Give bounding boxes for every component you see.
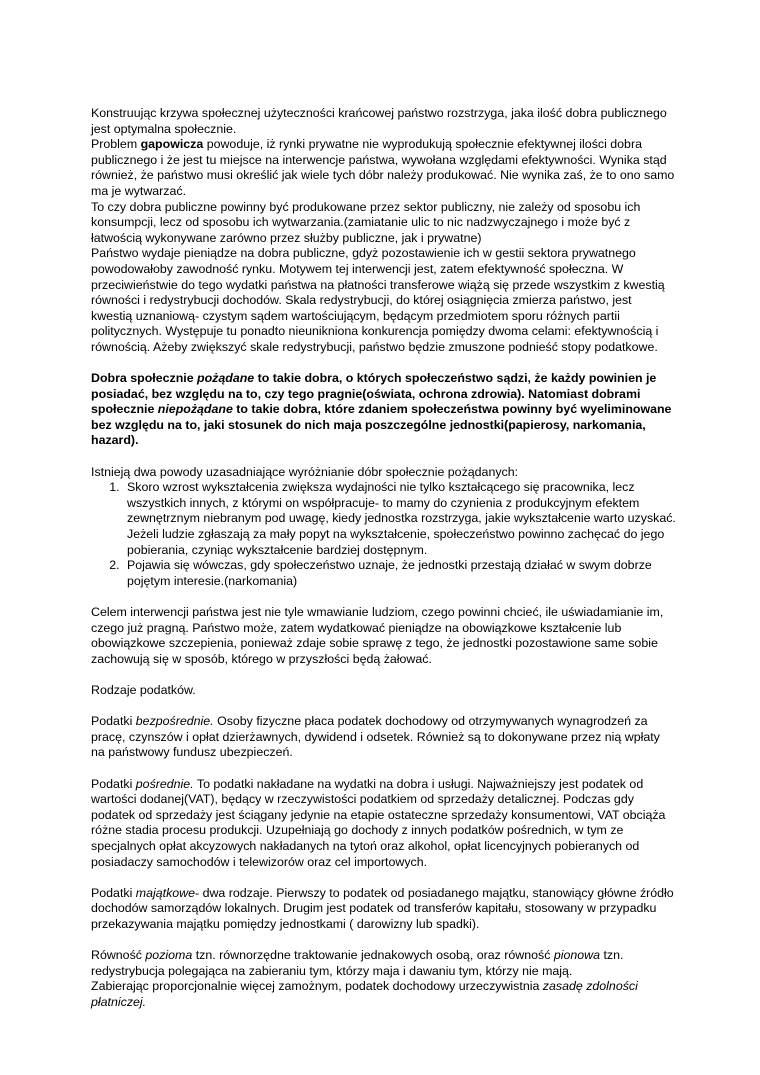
document-page (91, 106, 676, 1010)
paragraph-merit-goods (91, 371, 676, 449)
text-run: To podatki nakładane na wydatki na dobra i usługi. Najważniejszy jest podatek od wartości dodanej(VAT), będący w rzeczywistości podatkiem od sprzedaży detalicznej. Podczas gdy podatek od sprzedaży jest ściągany jedynie na etapie ostateczne sprzedaży konsumentowi, VAT obciąża różne stadia procesu produkcji. Uzupełniają go dochody z innych podatków pośrednich, w tym ze specjalnych opłat akcyzowych nakładanych na tytoń oraz alkohol, opłat licencyjnych pobieranych od posiadaczy samochodów i telewizorów oraz cel importowych. (91, 776, 666, 869)
list-item: 2. Pojawia się wówczas, gdy społeczeństwo uznaje, że jednostki przestają działać w swym dobrze pojętym interesie.(narkomania) (123, 558, 676, 589)
text-run: Dobra społecznie (91, 371, 198, 386)
paragraph-spending: Państwo wydaje pieniądze na dobra publiczne, gdyż pozostawienie ich w gestii sektora prywatnego powodowałoby zawodność rynku. Motywem tej interwencji jest, zatem efektywność społeczna. W przeciwieństwie do tego wydatki państwa na płatności transferowe wiążą się przede wszystkim z kwestią równości i redystrybucji dochodów. Skala redystrybucji, do której osiągnięcia zmierza państwo, jest kwestią uznaniową- czystym sądem wartościującym, będącym przedmiotem sporu różnych partii politycznych. Występuje tu ponadto nieunikniona konkurencja pomiędzy dwoma celami: efektywnością i równością. Ażeby zwiększyć skale redystrybucji, państwo będzie zmuszone podnieść stopy podatkowe. (91, 246, 665, 354)
text-run: Problem (91, 137, 141, 152)
italic-term: majątkowe (135, 885, 196, 900)
text-run: Podatki (91, 776, 136, 791)
list-item: 1. Skoro wzrost wykształcenia zwiększa wydajności nie tylko kształcącego się pracownika, lecz wszystkich innych, z którymi on współpracuje- to mamy do czynienia z produkcyjnym efektem zewnętrznym niebranym pod uwagę, kiedy jednostka rozstrzyga, jakie wykształcenie warto uzyskać. Jeżeli ludzie zgłaszają za mały popyt na wykształcenie, społeczeństwo powinno zachęcać do jego pobierania, czyniąc wykształcenie bardziej dostępnym. (123, 480, 676, 558)
text-run: to takie dobra, o których społeczeństwo sądzi, że każdy powinien je posiadać, bez względu na to, czy tego pragnie(oświata, ochrona zdrowia). Natomiast dobrami społecznie (91, 371, 657, 417)
paragraph-property-taxes (91, 886, 676, 933)
italic-term: niepożądane (157, 402, 233, 417)
reasons-list (91, 480, 676, 589)
bold-term: gapowicza (140, 137, 204, 152)
italic-term: pozioma (145, 948, 193, 963)
paragraph-intro: Konstruując krzywa społecznej użyteczności krańcowej państwo rozstrzyga, jaka ilość dobra publicznego jest optymalna społecznie. (91, 106, 667, 136)
paragraph-equity (91, 948, 676, 979)
text-run: tzn. równorzędne traktowanie jednakowych osobą, oraz równość (192, 948, 554, 963)
text-run: to takie dobra, które zdaniem społeczeństwa powinny być wyeliminowane bez względu na to, jaki stosunek do nich maja poszczególne jednostki(papierosy, narkomania, hazard). (91, 402, 672, 448)
paragraph-production: To czy dobra publiczne powinny być produkowane przez sektor publiczny, nie zależy od sposobu ich konsumpcji, lecz od sposobu ich wytwarzania.(zamiatanie ulic to nic nadzwyczajnego i może być z łatwością wykonywane zarówno przez służby publiczne, jak i prywatne) (91, 199, 641, 245)
text-run: tzn. redystrybucja polegająca na zabieraniu tym, którzy maja i dawaniu tym, którzy nie mają. (91, 948, 624, 978)
text-run: - dwa rodzaje. Pierwszy to podatek od posiadanego majątku, stanowiący główne źródło dochodów samorządów lokalnych. Drugim jest podatek od transferów kapitału, stosowany w przypadku przekazywania majątku pomiędzy jednostkami ( darowizny lub spadki). (91, 885, 674, 931)
italic-term: zasadę zdolności płatniczej. (91, 979, 638, 1009)
italic-term: pionowa (553, 948, 601, 963)
italic-term: pożądane (197, 371, 255, 386)
paragraph-free-rider (91, 137, 676, 199)
italic-term: pośrednie. (135, 776, 194, 791)
paragraph-reasons-intro: Istnieją dwa powody uzasadniające wyróżnianie dóbr społecznie pożądanych: (91, 464, 519, 479)
paragraph-indirect-taxes (91, 777, 676, 871)
italic-term: bezpośrednie. (135, 714, 214, 729)
text-run: Podatki (91, 714, 136, 729)
paragraph-ability-to-pay (91, 979, 676, 1010)
paragraph-intervention: Celem interwencji państwa jest nie tyle wmawianie ludziom, czego powinni chcieć, ile uświadamianie im, czego już pragną. Państwo może, zatem wydatkować pieniądze na obowiązkowe kształcenie lub obowiązkowe szczepienia, ponieważ zdaje sobie sprawę z tego, że jednostki pozostawione same sobie zachowują się w sposób, którego w przyszłości będą żałować. (91, 605, 664, 666)
paragraph-direct-taxes (91, 714, 676, 761)
text-run: Osoby fizyczne płaca podatek dochodowy od otrzymywanych wynagrodzeń za pracę, czynszów i opłat dzierżawnych, dywidend i odsetek. Również są to dokonywane przez nią wpłaty na państwowy fundusz ubezpieczeń. (91, 714, 660, 760)
text-run: Zabierając proporcjonalnie więcej zamożnym, podatek dochodowy urzeczywistnia (91, 979, 543, 994)
text-run: Podatki (91, 885, 136, 900)
text-run: powoduje, iż rynki prywatne nie wyprodukują społecznie efektywnej ilości dobra publicznego i że jest tu miejsce na interwencje państwa, wywołana względami efektywności. Wynika stąd również, że państwo musi określić jak wiele tych dóbr należy produkować. Nie wynika zaś, że to ono samo ma je wytwarzać. (91, 137, 675, 198)
section-heading-taxes: Rodzaje podatków. (91, 682, 196, 697)
text-run: Równość (91, 948, 146, 963)
